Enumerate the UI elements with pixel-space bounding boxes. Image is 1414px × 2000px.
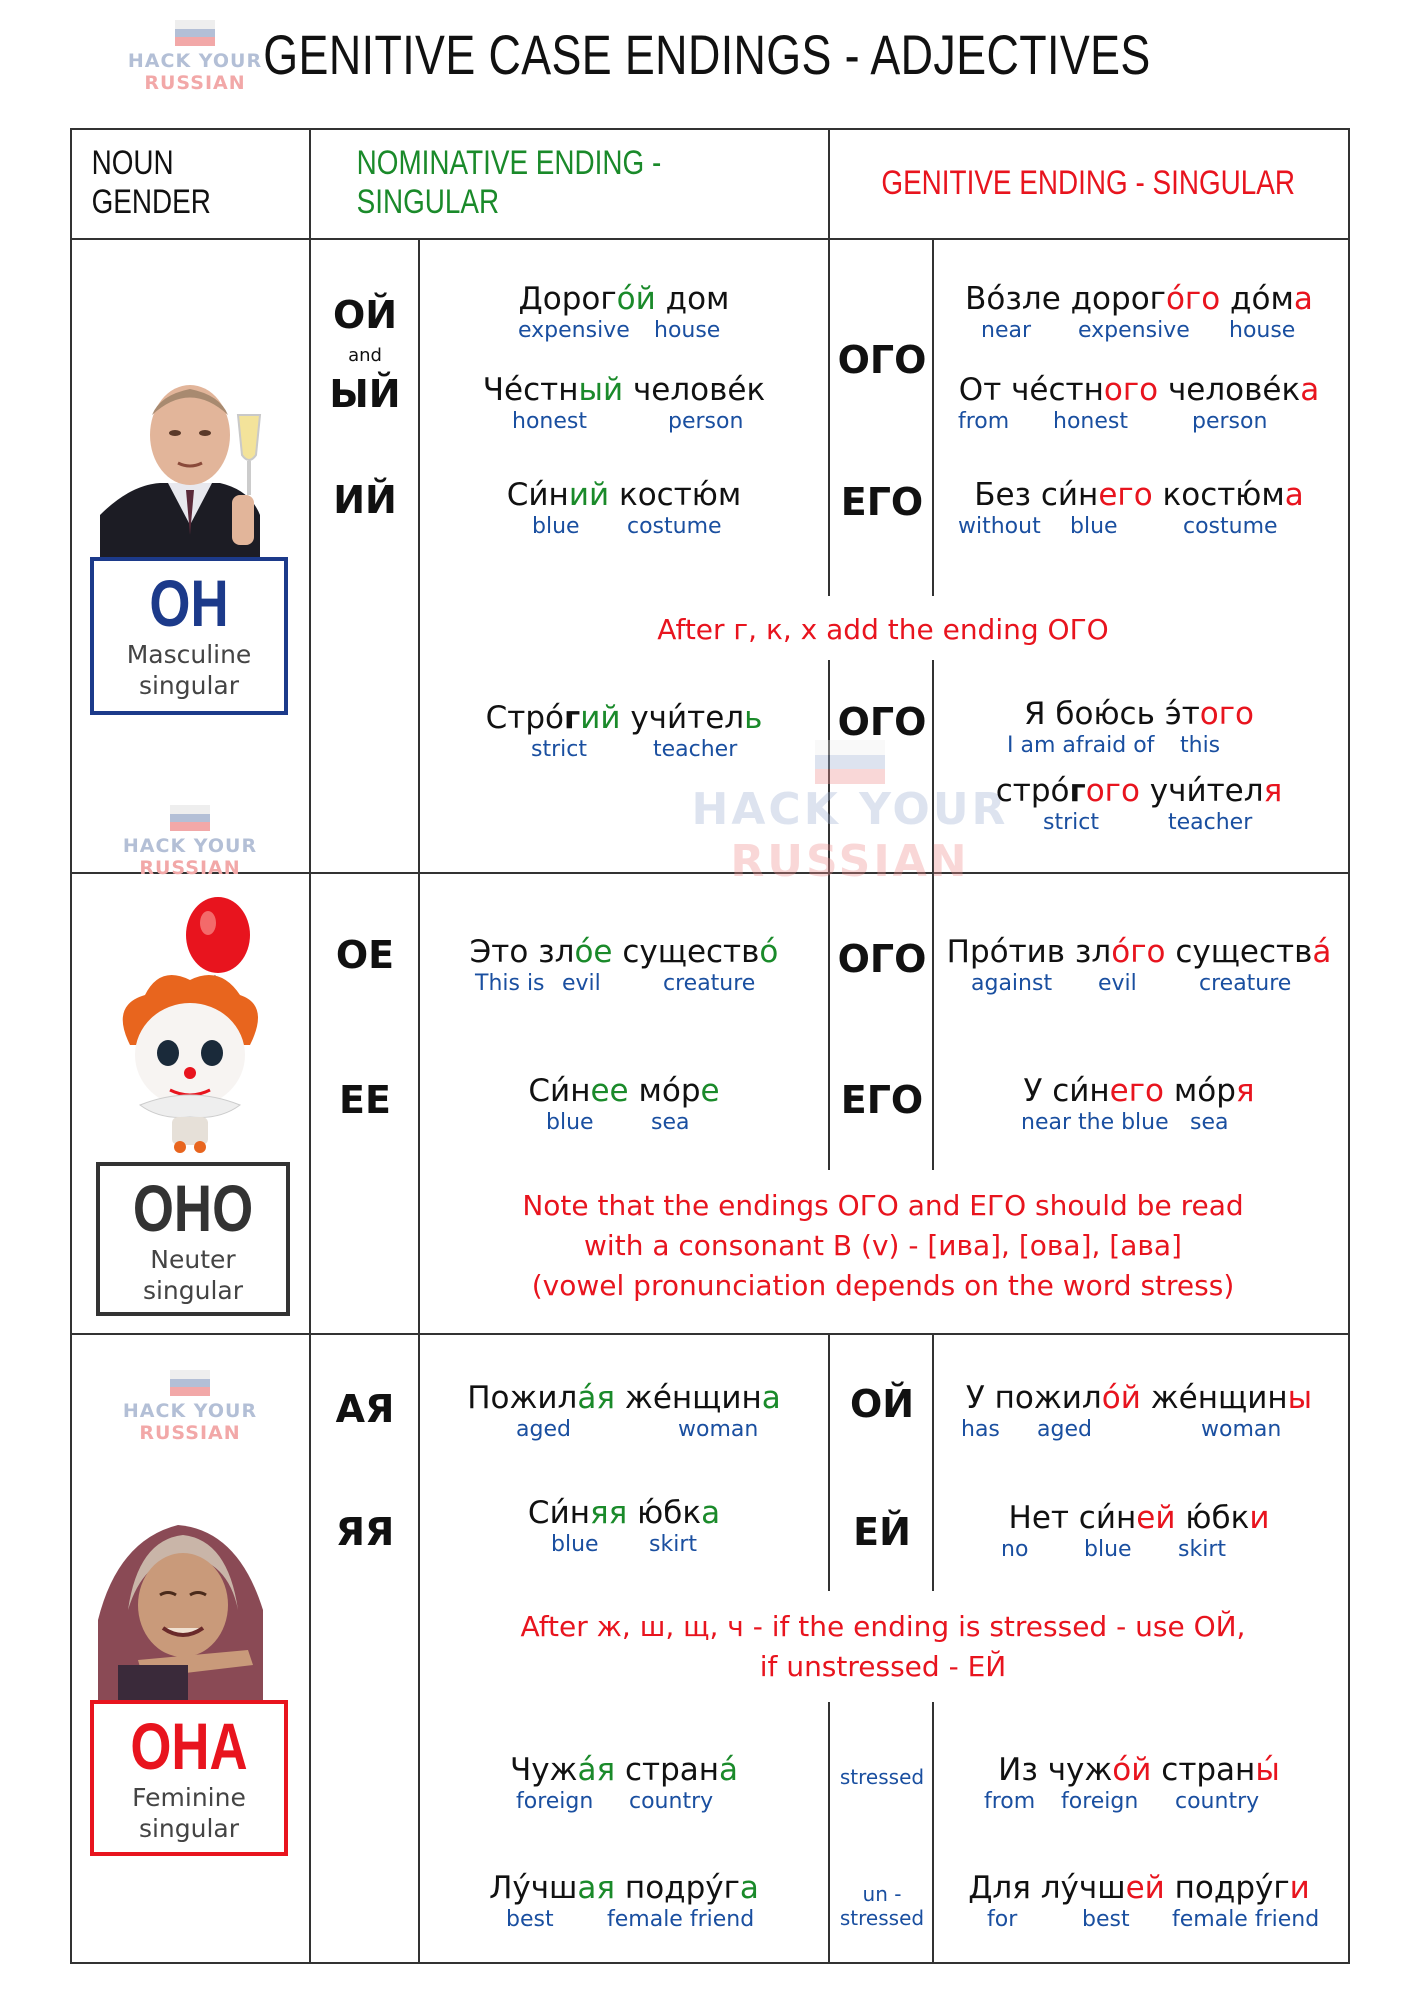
- gender-col-divider: [309, 128, 311, 1962]
- gloss-m1-gen-c: house: [1229, 318, 1296, 343]
- phrase-f2-nom: Си́няя ю́бка: [527, 1495, 721, 1531]
- gender-label-neut: ОНО: [132, 1171, 254, 1245]
- gloss-f4-a: best: [506, 1907, 554, 1932]
- ending-ogo-2: ОГО: [837, 700, 927, 744]
- watermark-line1: HACK YOUR: [691, 784, 1009, 835]
- gloss-m3-gen-b: blue: [1070, 514, 1118, 539]
- gloss-f3-b: country: [629, 1789, 714, 1814]
- phrase-f2-gen: Нет си́ней ю́бки: [1008, 1500, 1270, 1536]
- phrase-m2-nom: Че́стный челове́к: [482, 372, 766, 408]
- gloss-f2-gen-c: skirt: [1178, 1537, 1226, 1562]
- gender-box-neut: [96, 1162, 290, 1316]
- label-unstressed-2: stressed: [839, 1906, 925, 1930]
- clown-with-red-balloon-icon: [100, 895, 280, 1155]
- gloss-f4-gen-c: female friend: [1172, 1907, 1320, 1932]
- logo-line1: HACK YOUR: [127, 50, 263, 72]
- gender-sub1-neut: Neuter: [150, 1245, 236, 1274]
- phrase-n2-nom: Си́нее мо́ре: [528, 1073, 720, 1109]
- gender-label-fem: ОНА: [130, 1709, 248, 1783]
- phrase-f1-gen: У пожило́й же́нщины: [965, 1380, 1313, 1416]
- gloss-m3-a: blue: [532, 514, 580, 539]
- note-neut-line1: Note that the endings ОГО and ЕГО should be read: [522, 1189, 1244, 1222]
- russian-flag-icon: [170, 805, 210, 831]
- gloss-m4-gen2-a: strict: [1043, 810, 1099, 835]
- ending-yi: ЫЙ: [329, 372, 401, 416]
- gloss-f2-b: skirt: [649, 1532, 697, 1557]
- gloss-f3-gen-a: from: [984, 1789, 1036, 1814]
- gloss-f4-b: female friend: [607, 1907, 755, 1932]
- gender-box-fem: [90, 1700, 288, 1856]
- gloss-n2-gen-b: sea: [1190, 1110, 1229, 1135]
- phrase-n2-gen: У си́него мо́ря: [1023, 1073, 1255, 1109]
- phrase-m3-gen: Без си́него костю́ма: [974, 477, 1304, 513]
- phrase-f1-nom: Пожила́я же́нщина: [467, 1380, 781, 1416]
- label-stressed: stressed: [839, 1765, 925, 1789]
- note-neut: [420, 1186, 1346, 1306]
- logo-mid: [120, 805, 260, 879]
- gloss-n2-gen-a: near the blue: [1021, 1110, 1169, 1135]
- gloss-f2-gen-b: blue: [1084, 1537, 1132, 1562]
- watermark-line2: RUSSIAN: [730, 836, 970, 887]
- phrase-f3-gen: Из чужо́й страны́: [998, 1752, 1280, 1788]
- note-neut-line3: (vowel pronunciation depends on the word stress): [531, 1269, 1235, 1302]
- phrase-m3-nom: Си́ний костю́м: [506, 477, 742, 513]
- ending-yaya: ЯЯ: [335, 1510, 395, 1554]
- gloss-m4-gen1-a: I am afraid of: [1007, 733, 1155, 758]
- phrase-m1-gen: Во́зле дорого́го до́ма: [965, 281, 1313, 317]
- gloss-n1-b: evil: [562, 971, 601, 996]
- russian-flag-icon: [815, 740, 885, 784]
- phrase-m1-nom: Дорого́й дом: [518, 281, 730, 317]
- gloss-n1-c: creature: [663, 971, 756, 996]
- gloss-m3-gen-a: without: [958, 514, 1041, 539]
- page-title: GENITIVE CASE ENDINGS - ADJECTIVES: [263, 23, 1151, 86]
- header-gender: NOUN GENDER: [91, 144, 211, 221]
- gloss-f2-gen-a: no: [1001, 1537, 1029, 1562]
- ending-ego: ЕГО: [840, 480, 924, 524]
- gloss-m1-b: house: [654, 318, 721, 343]
- gloss-m2-a: honest: [512, 409, 587, 434]
- ending-ee: ЕЕ: [339, 1078, 391, 1122]
- gloss-n2-a: blue: [546, 1110, 594, 1135]
- gloss-f1-gen-b: aged: [1037, 1417, 1092, 1442]
- gloss-f1-gen-a: has: [961, 1417, 1000, 1442]
- gender-sub2-masc: singular: [138, 671, 240, 700]
- gender-sub1-fem: Feminine: [132, 1783, 246, 1812]
- ending-ei: ЕЙ: [853, 1510, 911, 1554]
- gender-sub2-fem: singular: [138, 1814, 240, 1843]
- watermark: [680, 740, 1020, 888]
- ending-and: and: [348, 345, 382, 366]
- gloss-m1-gen-b: expensive: [1078, 318, 1190, 343]
- gender-sub1-masc: Masculine: [126, 640, 252, 669]
- ending-ogo-3: ОГО: [837, 937, 927, 981]
- gloss-f3-gen-b: foreign: [1061, 1789, 1139, 1814]
- ending-ego-2: ЕГО: [840, 1078, 924, 1122]
- ending-aya: АЯ: [335, 1387, 395, 1431]
- gloss-n1-a: This is: [475, 971, 545, 996]
- gloss-f3-a: foreign: [516, 1789, 594, 1814]
- note-neut-line2: with a consonant В (v) - [ива], [ова], [ава]: [584, 1229, 1182, 1262]
- gloss-m4-a: strict: [531, 737, 587, 762]
- header-divider: [70, 238, 1350, 240]
- phrase-f4-nom: Лу́чшая подру́га: [489, 1870, 759, 1906]
- gloss-m4-gen1-b: this: [1180, 733, 1221, 758]
- phrase-m4-nom: Стро́гий учи́тель: [485, 700, 763, 736]
- gender-sub2-neut: singular: [142, 1276, 244, 1305]
- mid-divider-m1: [828, 238, 830, 596]
- label-unstressed-1: un -: [862, 1882, 902, 1906]
- phrase-m2-gen: От че́стного челове́ка: [958, 372, 1320, 408]
- gloss-f2-a: blue: [551, 1532, 599, 1557]
- russian-flag-icon: [170, 1370, 210, 1396]
- gloss-m3-gen-c: costume: [1183, 514, 1278, 539]
- mid-divider-n: [828, 872, 830, 1170]
- phrase-n1-nom: Это зло́е существо́: [469, 934, 779, 970]
- phrase-f4-gen: Для лу́чшей подру́ги: [968, 1870, 1310, 1906]
- gloss-m2-gen-b: honest: [1053, 409, 1128, 434]
- logo-fem-line1: HACK YOUR: [122, 1400, 258, 1422]
- gloss-f4-gen-b: best: [1082, 1907, 1130, 1932]
- ending-oe: ОЕ: [335, 933, 395, 977]
- logo-line2: RUSSIAN: [144, 72, 246, 94]
- gloss-f1-b: woman: [678, 1417, 759, 1442]
- gloss-m2-gen-a: from: [958, 409, 1010, 434]
- gender-label-masc: ОН: [149, 566, 229, 640]
- ending-ii: ИЙ: [333, 478, 397, 522]
- gloss-n1-gen-c: creature: [1199, 971, 1292, 996]
- logo-fem: [120, 1370, 260, 1444]
- phrase-n1-gen: Про́тив зло́го существа́: [946, 934, 1332, 970]
- gloss-m4-gen2-b: teacher: [1168, 810, 1253, 835]
- logo-fem-line2: RUSSIAN: [139, 1422, 241, 1444]
- gen-ending-divider-n: [932, 872, 934, 1170]
- ending-ogo: ОГО: [837, 338, 927, 382]
- gloss-n1-gen-b: evil: [1098, 971, 1137, 996]
- note-fem-line1: After ж, ш, щ, ч - if the ending is stressed - use ОЙ,: [520, 1610, 1246, 1643]
- gloss-m4-b: teacher: [653, 737, 738, 762]
- man-raising-glass-icon: [100, 375, 280, 560]
- phrase-m4-gen2: стро́гого учи́теля: [995, 773, 1283, 809]
- header-genitive: GENITIVE ENDING - SINGULAR: [881, 163, 1295, 202]
- note-fem-line2: if unstressed - ЕЙ: [759, 1650, 1007, 1683]
- gender-box-masc: [90, 557, 288, 715]
- ending-oi-2: ОЙ: [849, 1382, 915, 1426]
- gloss-m2-b: person: [668, 409, 744, 434]
- note-fem: [420, 1607, 1346, 1687]
- gloss-n1-gen-a: against: [971, 971, 1053, 996]
- gloss-f1-a: aged: [516, 1417, 571, 1442]
- phrase-f3-nom: Чужа́я страна́: [509, 1752, 739, 1788]
- ending-oi: ОЙ: [332, 293, 398, 337]
- note-masc: After г, к, х add the ending ОГО: [657, 613, 1109, 646]
- phrase-m4-gen1: Я бою́сь э́того: [1023, 696, 1255, 732]
- gloss-m1-gen-a: near: [981, 318, 1032, 343]
- gloss-m3-b: costume: [627, 514, 722, 539]
- gloss-f3-gen-c: country: [1175, 1789, 1260, 1814]
- gloss-m2-gen-c: person: [1192, 409, 1268, 434]
- gloss-m1-a: expensive: [518, 318, 630, 343]
- old-woman-pointing-icon: [98, 1500, 268, 1700]
- logo-mid-line1: HACK YOUR: [122, 835, 258, 857]
- gloss-f4-gen-a: for: [987, 1907, 1018, 1932]
- header-nominative: NOMINATIVE ENDING - SINGULAR: [356, 144, 662, 221]
- gloss-n2-b: sea: [651, 1110, 690, 1135]
- logo-mid-line2: RUSSIAN: [139, 857, 241, 879]
- gloss-f1-gen-c: woman: [1201, 1417, 1282, 1442]
- neut-divider: [70, 1333, 1350, 1335]
